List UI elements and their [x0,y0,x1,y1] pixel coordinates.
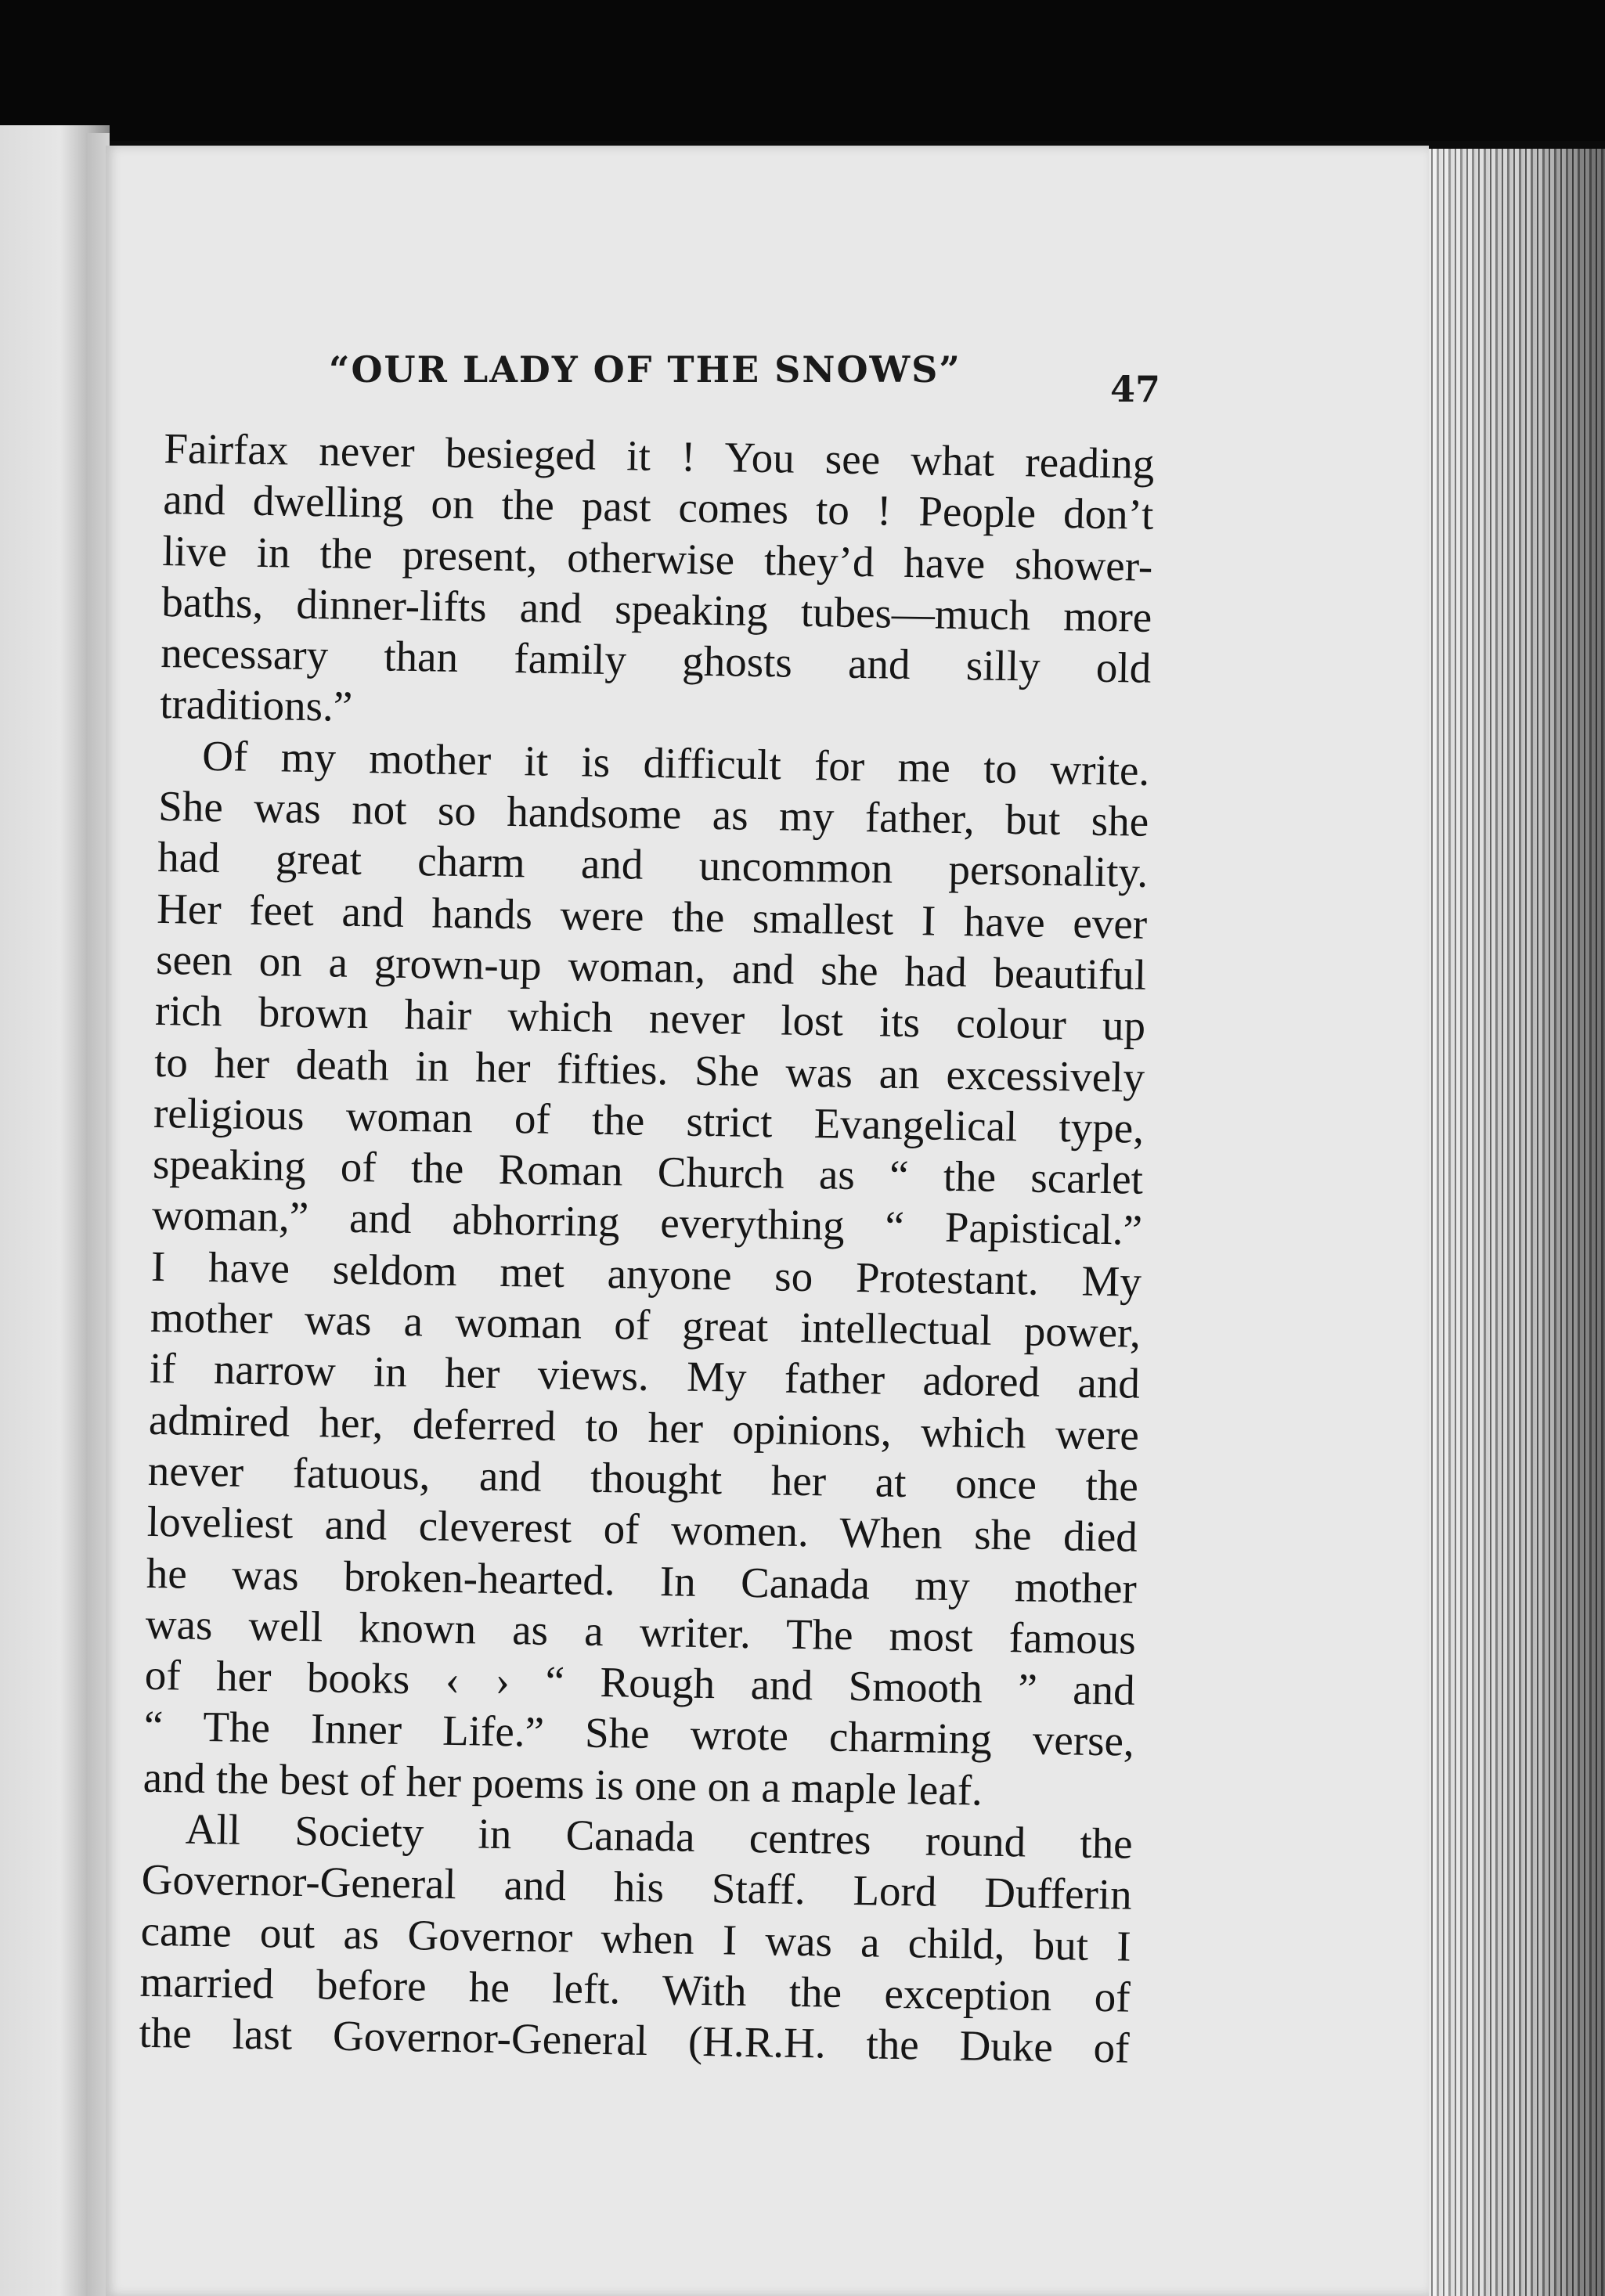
page-body [139,423,1155,2074]
text-line: Of my mother it is difficult for me to write. [201,731,1150,795]
text-line: and dwelling on the past comes to ! People don’t [162,475,1154,539]
text-line: traditions.” [159,679,353,731]
text-line: Governor-General and his Staff. Lord Dufferin [141,1855,1133,1919]
text-line: he was broken-hearted. In Canada my mother [146,1548,1138,1613]
text-line: All Society in Canada centres round the [185,1804,1134,1868]
text-line: loveliest and cleverest of women. When she died [146,1498,1138,1561]
text-line: and the best of her poems is one on a maple leaf. [142,1753,983,1815]
text-line: Her feet and hands were the smallest I have ever [156,884,1148,948]
text-line: seen on a grown-up woman, and she had beautiful [155,935,1147,999]
paragraph [139,1803,1133,2074]
text-line: admired her, deferred to her opinions, which were [148,1395,1140,1459]
page-number: 47 [1110,368,1161,410]
dark-background [0,0,1605,141]
text-line: rich brown hair which never lost its colour up [154,986,1146,1051]
text-line: had great charm and uncommon personality. [157,833,1149,897]
text-line: was well known as a writer. The most famous [145,1599,1137,1663]
text-line: never fatuous, and thought her at once the [147,1446,1139,1510]
paragraph [142,730,1149,1818]
text-line: speaking of the Roman Church as “ the scarlet [152,1140,1144,1203]
text-line: live in the present, otherwise they’d have shower- [161,526,1153,590]
text-line: baths, dinner-lifts and speaking tubes—much more [160,577,1152,641]
text-line: She was not so handsome as my father, but she [157,782,1149,845]
text-line: I have seldom met anyone so Protestant. My [150,1242,1142,1306]
text-line: came out as Governor when I was a child, but I [140,1906,1132,1970]
text-line: to her death in her fifties. She was an excessively [153,1037,1145,1101]
text-line: of her books ‹ › “ Rough and Smooth ” and [144,1650,1136,1714]
text-line: Fairfax never besieged it ! You see what reading [164,424,1155,488]
text-line: necessary than family ghosts and silly old [160,629,1152,693]
text-line: if narrow in her views. My father adored and [149,1344,1141,1408]
text-line: married before he left. With the exception of [139,1957,1131,2021]
text-line: the last Governor-General (H.R.H. the Duke of [139,2008,1131,2072]
running-head: “OUR LADY OF THE SNOWS” [329,348,961,391]
text-line: woman,” and abhorring everything “ Papistical.” [151,1191,1143,1255]
text-line: “ The Inner Life.” She wrote charming verse, [143,1702,1135,1766]
text-line: religious woman of the strict Evangelical type, [153,1088,1145,1152]
text-line: mother was a woman of great intellectual power, [150,1292,1142,1357]
page-stack-shadow [1421,149,1605,2296]
paragraph [160,423,1155,745]
